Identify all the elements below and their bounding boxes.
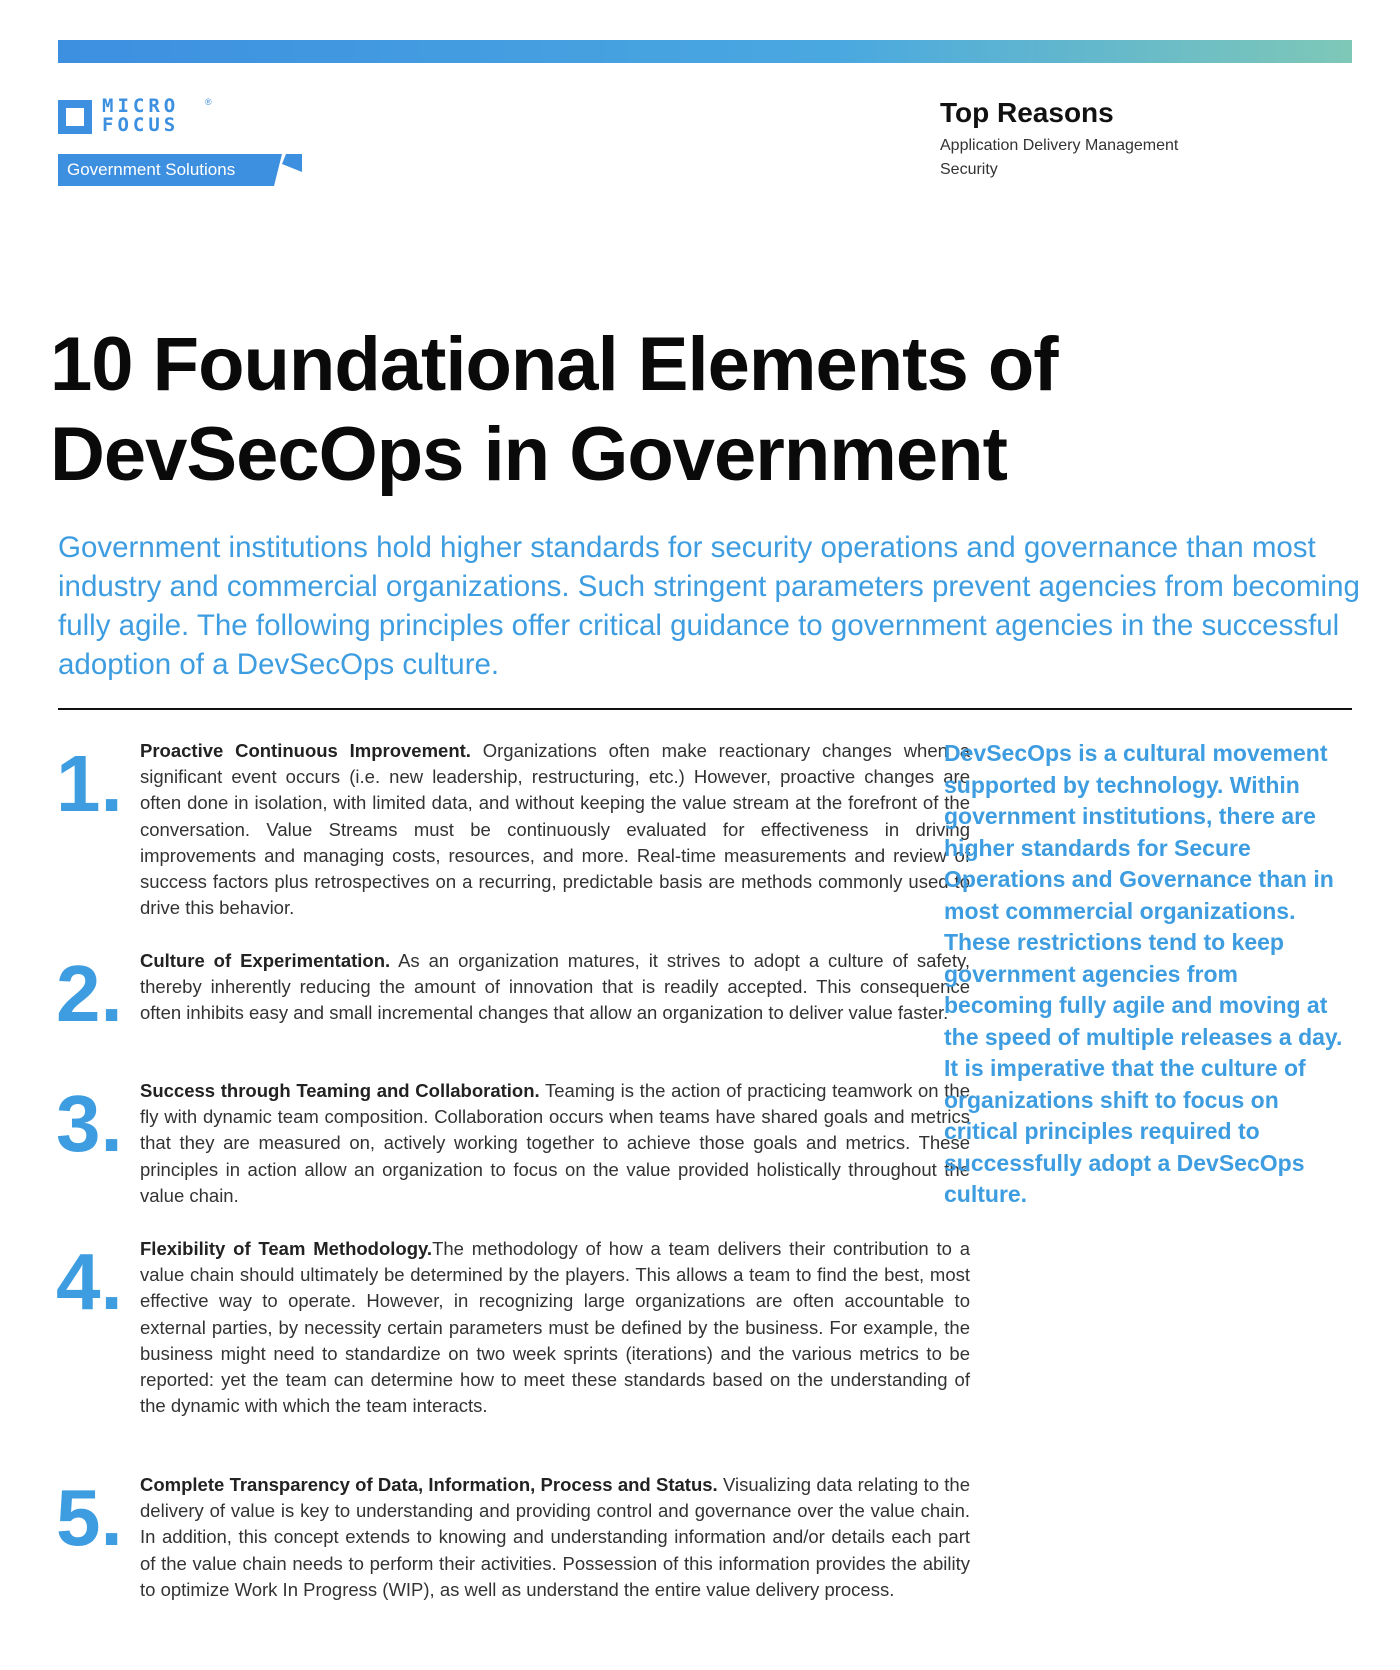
item-body: As an organization matures, it strives to adopt a culture of safety, thereby inherently reducing the amount of innovation that is readily accepted. This consequence often inhibits easy and small incremental changes that allow an organization to deliver value faster. — [140, 950, 970, 1024]
section-divider — [58, 708, 1352, 710]
item-number: 3. — [56, 1079, 123, 1168]
government-solutions-badge: Government Solutions — [58, 154, 262, 186]
badge-tail-icon — [262, 152, 302, 188]
item-title: Flexibility of Team Methodology. — [140, 1238, 433, 1259]
item-text — [140, 738, 970, 921]
top-reasons-title: Top Reasons — [940, 97, 1114, 128]
item-body: Teaming is the action of practicing teamwork on the fly with dynamic team composition. Collaboration occurs when teams have shared goals and metrics that they are measured on, actively working together to achieve those goals and metrics. These principles in action allow an organization to focus on the value provided holistically throughout the value chain. — [140, 1080, 970, 1206]
item-number: 5. — [56, 1473, 123, 1562]
page-title — [50, 320, 1350, 500]
item-body: Visualizing data relating to the delivery of value is key to understanding and providing control and governance over the value chain. In addition, this concept extends to knowing and understanding information and/or details each part of the value chain needs to perform their activities. Possession of this information provides the ability to optimize Work In Progress (WIP), as well as understand the entire value delivery process. — [140, 1474, 970, 1600]
top-reasons-subcategory: Security — [940, 161, 998, 178]
top-reasons-block — [940, 96, 1178, 182]
item-text — [140, 1078, 970, 1209]
intro-paragraph: Government institutions hold higher standards for security operations and governance than most industry and commercial organizations. Such stringent parameters prevent agencies from becoming fully agile. The following principles offer critical guidance to government agencies in the successful adoption of a DevSecOps culture. — [58, 531, 1360, 681]
item-title: Complete Transparency of Data, Information, Process and Status. — [140, 1474, 718, 1495]
item-title: Success through Teaming and Collaboration. — [140, 1080, 540, 1101]
item-text — [140, 1472, 970, 1603]
item-title: Culture of Experimentation. — [140, 950, 391, 971]
logo-wordmark: MICRO FOCUS — [102, 95, 180, 136]
registered-mark: ® — [205, 97, 212, 107]
top-accent-bar — [58, 40, 1352, 63]
item-body: Organizations often make reactionary changes when a significant event occurs (i.e. new leadership, restructuring, etc.) However, proactive changes are often done in isolation, with limited data, and without keeping the value stream at the forefront of the conversation. Value Streams must be continuously evaluated for effectiveness in driving improvements and managing costs, resources, and more. Real-time measurements and review of success factors plus retrospectives on a recurring, predictable basis are methods commonly used to drive this behavior. — [140, 740, 971, 919]
item-title: Proactive Continuous Improvement. — [140, 740, 471, 761]
item-number: 2. — [56, 949, 123, 1038]
top-reasons-category: Application Delivery Management — [940, 137, 1179, 154]
item-body: The methodology of how a team delivers their contribution to a value chain should ultimately be determined by the players. This allows a team to find the best, most effective way to operate. However, in recognizing large organizations are often accountable to external parties, by necessity certain parameters must be defined by the business. For example, the business might need to standardize on two week sprints (iterations) and the various metrics to be reported: yet the team can determine how to meet these standards based on the understanding of the dynamic with which the team interacts. — [140, 1238, 970, 1417]
sidebar-callout: DevSecOps is a cultural movement supported by technology. Within government institutions, there are higher standards for Secure Operations and Governance than in most commercial organizations. These restrictions tend to keep government agencies from becoming fully agile and moving at the speed of multiple releases a day. It is imperative that the culture of organizations shift to focus on critical principles required to successfully adopt a DevSecOps culture. — [944, 740, 1343, 1207]
micro-focus-logo-icon — [58, 100, 92, 134]
page-title-line2: DevSecOps in Government — [50, 412, 1007, 497]
item-text — [140, 948, 970, 1027]
page-title-line1: 10 Foundational Elements of — [50, 322, 1058, 407]
item-number: 4. — [56, 1237, 123, 1326]
item-number: 1. — [56, 739, 123, 828]
item-text — [140, 1236, 970, 1419]
